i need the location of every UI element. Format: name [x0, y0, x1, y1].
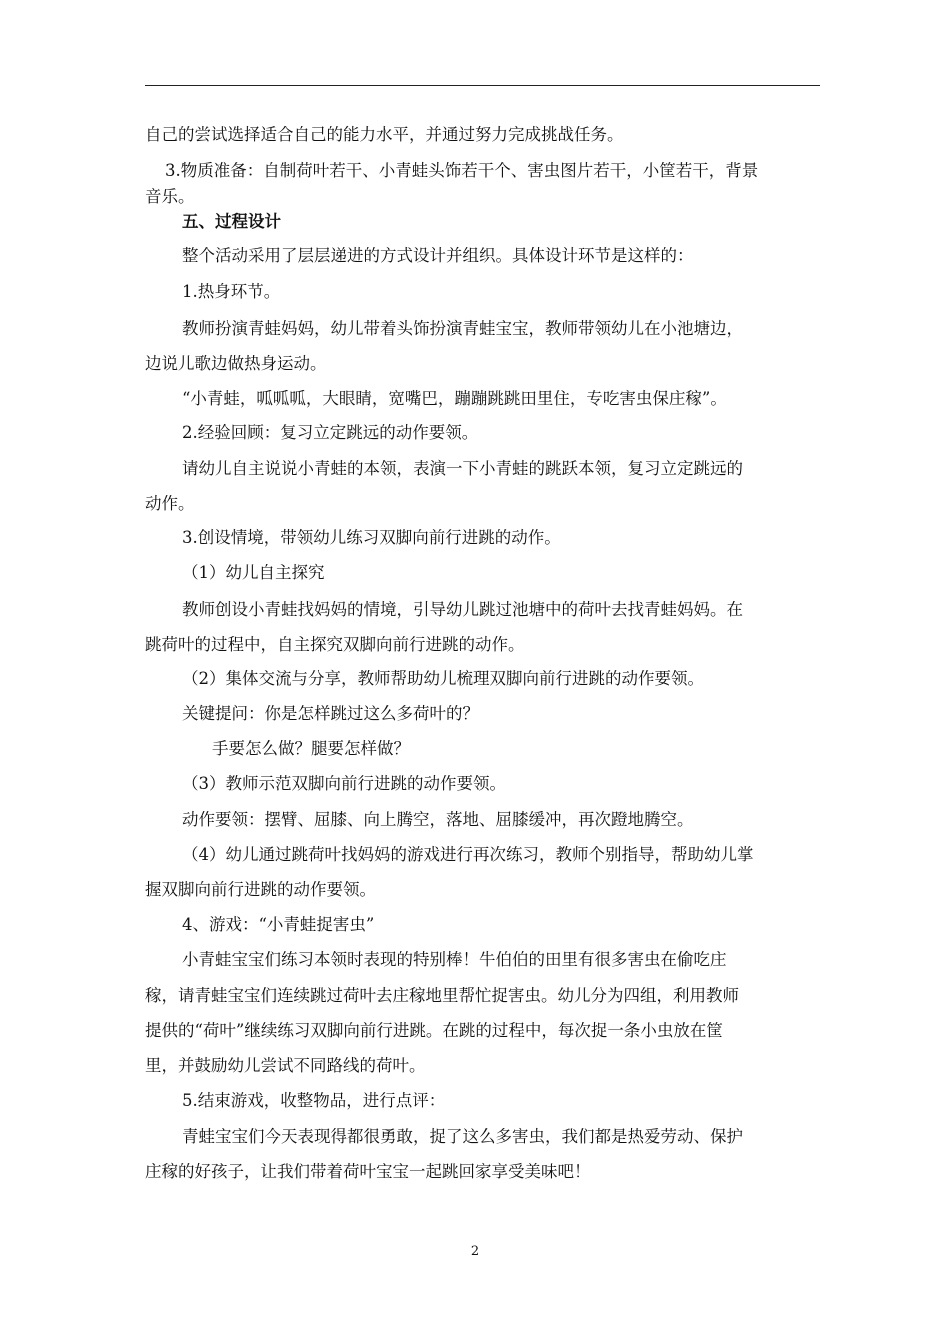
header-rule [145, 85, 820, 86]
text-line: （3）教师示范双脚向前行进跳的动作要领。 [182, 774, 506, 793]
text-line: 4、游戏：“小青蛙捉害虫” [182, 915, 375, 934]
text-line: 庄稼的好孩子，让我们带着荷叶宝宝一起跳回家享受美味吧！ [145, 1162, 591, 1181]
text-line: 教师创设小青蛙找妈妈的情境，引导幼儿跳过池塘中的荷叶去找青蛙妈妈。在 [182, 600, 743, 619]
text-line: 动作要领：摆臂、屈膝、向上腾空，落地、屈膝缓冲，再次蹬地腾空。 [182, 810, 694, 829]
text-line: 3.物质准备：自制荷叶若干、小青蛙头饰若干个、害虫图片若干，小筐若干，背景 [165, 161, 759, 180]
text-line: 跳荷叶的过程中，自主探究双脚向前行进跳的动作。 [145, 635, 525, 654]
text-line: 音乐。 [145, 187, 195, 206]
text-line: 1.热身环节。 [182, 282, 281, 301]
text-line: 整个活动采用了层层递进的方式设计并组织。具体设计环节是这样的： [182, 246, 694, 265]
text-line: “小青蛙，呱呱呱，大眼睛，宽嘴巴，蹦蹦跳跳田里住，专吃害虫保庄稼”。 [182, 389, 727, 408]
text-line: 关键提问：你是怎样跳过这么多荷叶的？ [182, 704, 479, 723]
text-line: 自己的尝试选择适合自己的能力水平，并通过努力完成挑战任务。 [145, 125, 624, 144]
section-heading: 五、过程设计 [182, 212, 281, 231]
text-line: 请幼儿自主说说小青蛙的本领，表演一下小青蛙的跳跃本领，复习立定跳远的 [182, 459, 743, 478]
text-line: 青蛙宝宝们今天表现得都很勇敢，捉了这么多害虫，我们都是热爱劳动、保护 [182, 1127, 743, 1146]
text-line: 3.创设情境，带领幼儿练习双脚向前行进跳的动作。 [182, 528, 561, 547]
text-line: 里，并鼓励幼儿尝试不同路线的荷叶。 [145, 1056, 426, 1075]
text-line: （2）集体交流与分享，教师帮助幼儿梳理双脚向前行进跳的动作要领。 [182, 669, 704, 688]
text-line: （4）幼儿通过跳荷叶找妈妈的游戏进行再次练习，教师个别指导，帮助幼儿掌 [182, 845, 754, 864]
page-number: 2 [470, 1244, 480, 1259]
text-line: 手要怎么做？腿要怎样做？ [212, 739, 410, 758]
text-line: 教师扮演青蛙妈妈，幼儿带着头饰扮演青蛙宝宝，教师带领幼儿在小池塘边， [182, 319, 743, 338]
text-line: 边说儿歌边做热身运动。 [145, 354, 327, 373]
text-line: （1）幼儿自主探究 [182, 563, 325, 582]
text-line: 5.结束游戏，收整物品，进行点评： [182, 1091, 446, 1110]
text-line: 小青蛙宝宝们练习本领时表现的特别棒！牛伯伯的田里有很多害虫在偷吃庄 [182, 950, 727, 969]
text-line: 握双脚向前行进跳的动作要领。 [145, 880, 376, 899]
text-line: 稼，请青蛙宝宝们连续跳过荷叶去庄稼地里帮忙捉害虫。幼儿分为四组，利用教师 [145, 986, 739, 1005]
text-line: 2.经验回顾：复习立定跳远的动作要领。 [182, 423, 479, 442]
text-line: 动作。 [145, 494, 195, 513]
text-line: 提供的“荷叶”继续练习双脚向前行进跳。在跳的过程中，每次捉一条小虫放在筐 [145, 1021, 723, 1040]
